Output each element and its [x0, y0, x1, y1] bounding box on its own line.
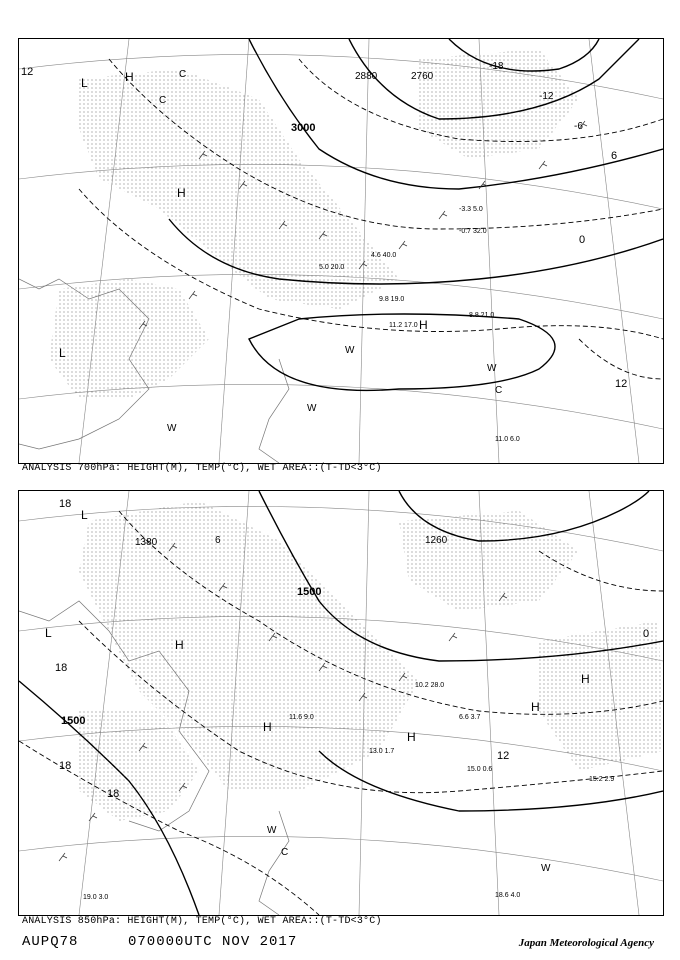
thermal-marker-warm: W — [487, 363, 497, 374]
height-label: 1380 — [135, 537, 158, 548]
temperature-label: 12 — [497, 750, 510, 762]
station-reading: 19.0 3.0 — [83, 894, 109, 901]
pressure-center-high: H — [581, 672, 590, 686]
thermal-marker-warm: W — [541, 863, 551, 874]
station-reading: 11.6 9.0 — [289, 714, 314, 721]
temperature-label: 12 — [21, 66, 34, 78]
height-label: 1500 — [297, 586, 322, 598]
station-reading: 18.6 4.0 — [495, 892, 521, 899]
pressure-center-low: L — [45, 626, 52, 640]
map-panel-850hpa — [18, 490, 664, 916]
chart-700hpa — [19, 39, 663, 463]
station-reading: 11.2 17.0 — [389, 322, 418, 329]
thermal-marker-warm: W — [345, 345, 355, 356]
height-label: 2880 — [355, 71, 378, 82]
map-panel-700hpa — [18, 38, 664, 464]
panel-caption-850hpa: ANALYSIS 850hPa: HEIGHT(M), TEMP(°C), WET AREA::(T-TD<3°C) — [22, 916, 382, 927]
thermal-marker-cold: W — [307, 403, 317, 414]
product-id: AUPQ78 — [22, 934, 79, 950]
pressure-center-high: H — [419, 318, 428, 332]
station-reading: 5.0 20.0 — [319, 264, 345, 271]
temperature-label: 18 — [107, 788, 120, 800]
temperature-label: 18 — [59, 498, 72, 510]
pressure-center-high: H — [263, 720, 272, 734]
pressure-center-high: H — [407, 730, 416, 744]
pressure-center-low: L — [81, 508, 88, 522]
temperature-label: 0 — [579, 234, 586, 246]
temperature-label: 12 — [615, 378, 628, 390]
station-reading: 11.0 6.0 — [495, 436, 520, 443]
station-reading: 13.0 1.7 — [369, 748, 395, 755]
thermal-marker-warm: W — [267, 825, 277, 836]
station-reading: 15.2 2.9 — [589, 776, 615, 783]
thermal-marker-cold: C — [495, 385, 503, 396]
station-reading: 9.8 19.0 — [379, 296, 405, 303]
temperature-label: 18 — [55, 662, 68, 674]
temperature-label: 6 — [611, 150, 618, 162]
valid-time: 070000UTC NOV 2017 — [128, 934, 298, 950]
wet-area-shading — [49, 49, 579, 399]
temperature-label: 0 — [643, 628, 650, 640]
station-reading: 10.2 28.0 — [415, 682, 445, 689]
height-label: 1260 — [425, 535, 448, 546]
height-label: 2760 — [411, 71, 434, 82]
temperature-label: -18 — [489, 61, 504, 72]
temperature-label: 18 — [59, 760, 72, 772]
temperature-label: 6 — [215, 535, 221, 546]
temperature-label: -12 — [539, 91, 554, 102]
temperature-label: -6 — [574, 121, 583, 132]
pressure-center-high: H — [177, 186, 186, 200]
station-reading: 15.0 0.6 — [467, 766, 493, 773]
pressure-center-low: L — [81, 76, 88, 90]
height-label: 3000 — [291, 122, 316, 134]
pressure-center-high: H — [125, 70, 134, 84]
agency-credit: Japan Meteorological Agency — [518, 937, 654, 949]
chart-850hpa — [19, 491, 663, 915]
station-reading: -3.3 5.0 — [459, 206, 483, 213]
pressure-center-high: H — [175, 638, 184, 652]
thermal-marker-cold: C — [281, 847, 289, 858]
pressure-center-high: H — [531, 700, 540, 714]
panel-caption-700hpa: ANALYSIS 700hPa: HEIGHT(M), TEMP(°C), WET AREA::(T-TD<3°C) — [22, 463, 382, 474]
thermal-marker-cold: C — [159, 95, 167, 106]
thermal-marker-cold: C — [179, 69, 187, 80]
station-reading: 6.6 3.7 — [459, 714, 481, 721]
station-reading: -0.7 32.0 — [459, 228, 487, 235]
thermal-marker-warm: W — [167, 423, 177, 434]
pressure-center-low: L — [59, 346, 66, 360]
station-reading: 4.6 40.0 — [371, 252, 397, 259]
height-label: 1500 — [61, 715, 86, 727]
station-reading: 8.8 21.0 — [469, 312, 495, 319]
